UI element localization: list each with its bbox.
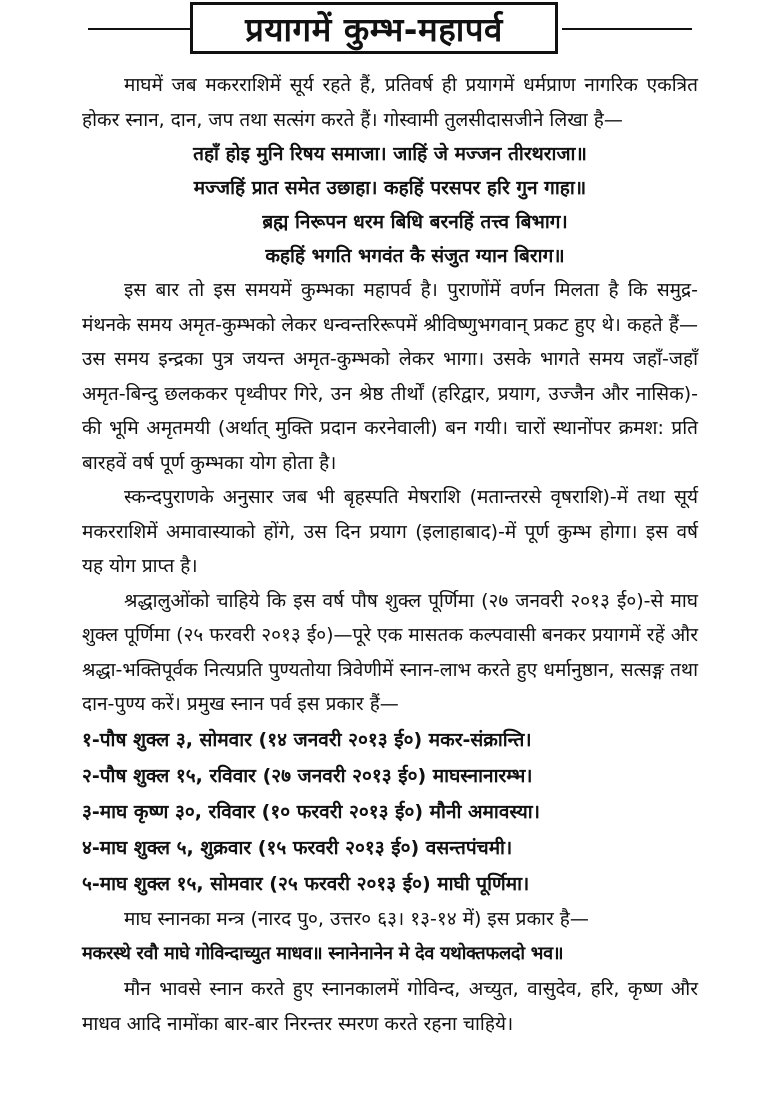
verse-line: कहहिं भगति भगवंत कै संजुत ग्यान बिराग॥ bbox=[265, 245, 565, 267]
title-rule-left bbox=[88, 28, 190, 30]
closing-paragraph: मौन भावसे स्नान करते हुए स्नानकालमें गोविन्द, अच्युत, वासुदेव, हरि, कृष्ण और माधव आदि नामोंका बार-बार निरन्तर स्मरण करते रहना चाहिये। bbox=[82, 978, 698, 1035]
mantra-line: मकरस्थे रवौ माघे गोविन्दाच्युत माधव॥ स्नानेनानेन मे देव यथोक्तफलदो भव॥ bbox=[82, 943, 564, 964]
mantra-intro: माघ स्नानका मन्त्र (नारद पु०, उत्तर० ६३। १३-१४ में) इस प्रकार है— bbox=[124, 907, 589, 930]
bathing-dates-list bbox=[82, 722, 698, 902]
bathing-date-item: ३-माघ कृष्ण ३०, रविवार (१० फरवरी २०१३ ई०) मौनी अमावस्या। bbox=[82, 800, 540, 823]
title-row bbox=[0, 0, 780, 62]
intro-paragraph: माघमें जब मकरराशिमें सूर्य रहते हैं, प्रतिवर्ष ही प्रयागमें धर्मप्राण नागरिक एकत्रित होकर स्नान, दान, जप तथा सत्संग करते हैं। गोस्वामी तुलसीदासजीने लिखा है— bbox=[82, 74, 698, 131]
verse-line: ब्रह्म निरूपन धरम बिधि बरनहिं तत्त्व बिभाग। bbox=[262, 211, 568, 233]
title-rule-right bbox=[562, 28, 692, 30]
article-body bbox=[82, 68, 698, 1041]
verse-line: तहाँ होइ मुनि रिषय समाजा। जाहिं जे मज्जन तीरथराजा॥ bbox=[193, 143, 587, 165]
pilgrims-paragraph: श्रद्धालुओंको चाहिये कि इस वर्ष पौष शुक्ल पूर्णिमा (२७ जनवरी २०१३ ई०)-से माघ शुक्ल पूर्णिमा (२५ फरवरी २०१३ ई०)—पूरे एक मासतक कल्पवासी बनकर प्रयागमें रहें और श्रद्धा-भक्तिपूर्वक नित्यप्रति पुण्यतोया त्रिवेणीमें स्नान-लाभ करते हुए धर्मानुष्ठान, सत्सङ्ग तथा दान-पुण्य करें। प्रमुख स्नान पर्व इस प्रकार हैं— bbox=[82, 589, 698, 715]
bathing-date-item: २-पौष शुक्ल १५, रविवार (२७ जनवरी २०१३ ई०) माघस्नानारम्भ। bbox=[82, 764, 533, 787]
bathing-date-item: ४-माघ शुक्ल ५, शुक्रवार (१५ फरवरी २०१३ ई०) वसन्तपंचमी। bbox=[82, 836, 513, 859]
article-title: प्रयागमें कुम्भ-महापर्व bbox=[190, 2, 558, 54]
bathing-date-item: १-पौष शुक्ल ३, सोमवार (१४ जनवरी २०१३ ई०) मकर-संक्रान्ति। bbox=[82, 728, 532, 751]
skanda-purana-paragraph: स्कन्दपुराणके अनुसार जब भी बृहस्पति मेषराशि (मतान्तरसे वृषराशि)-में तथा सूर्य मकरराशिमें अमावास्याको होंगे, उस दिन प्रयाग (इलाहाबाद)-में पूर्ण कुम्भ होगा। इस वर्ष यह योग प्राप्त है। bbox=[82, 486, 698, 577]
verse-line: मज्जहिं प्रात समेत उछाहा। कहहिं परसपर हरि गुन गाहा॥ bbox=[193, 177, 587, 199]
verse-block bbox=[82, 137, 698, 273]
kumbh-legend-paragraph: इस बार तो इस समयमें कुम्भका महापर्व है। पुराणोंमें वर्णन मिलता है कि समुद्र-मंथनके समय अमृत-कुम्भको लेकर धन्वन्तरिरूपमें श्रीविष्णुभगवान् प्रकट हुए थे। कहते हैं—उस समय इन्द्रका पुत्र जयन्त अमृत-कुम्भको लेकर भागा। उसके भागते समय जहाँ-जहाँ अमृत-बिन्दु छलककर पृथ्वीपर गिरे, उन श्रेष्ठ तीर्थों (हरिद्वार, प्रयाग, उज्जैन और नासिक)-की भूमि अमृतमयी (अर्थात् मुक्ति प्रदान करनेवाली) बन गयी। चारों स्थानोंपर क्रमश: प्रति बारहवें वर्ष पूर्ण कुम्भका योग होता है। bbox=[82, 279, 698, 474]
bathing-date-item: ५-माघ शुक्ल १५, सोमवार (२५ फरवरी २०१३ ई०) माघी पूर्णिमा। bbox=[82, 872, 530, 895]
